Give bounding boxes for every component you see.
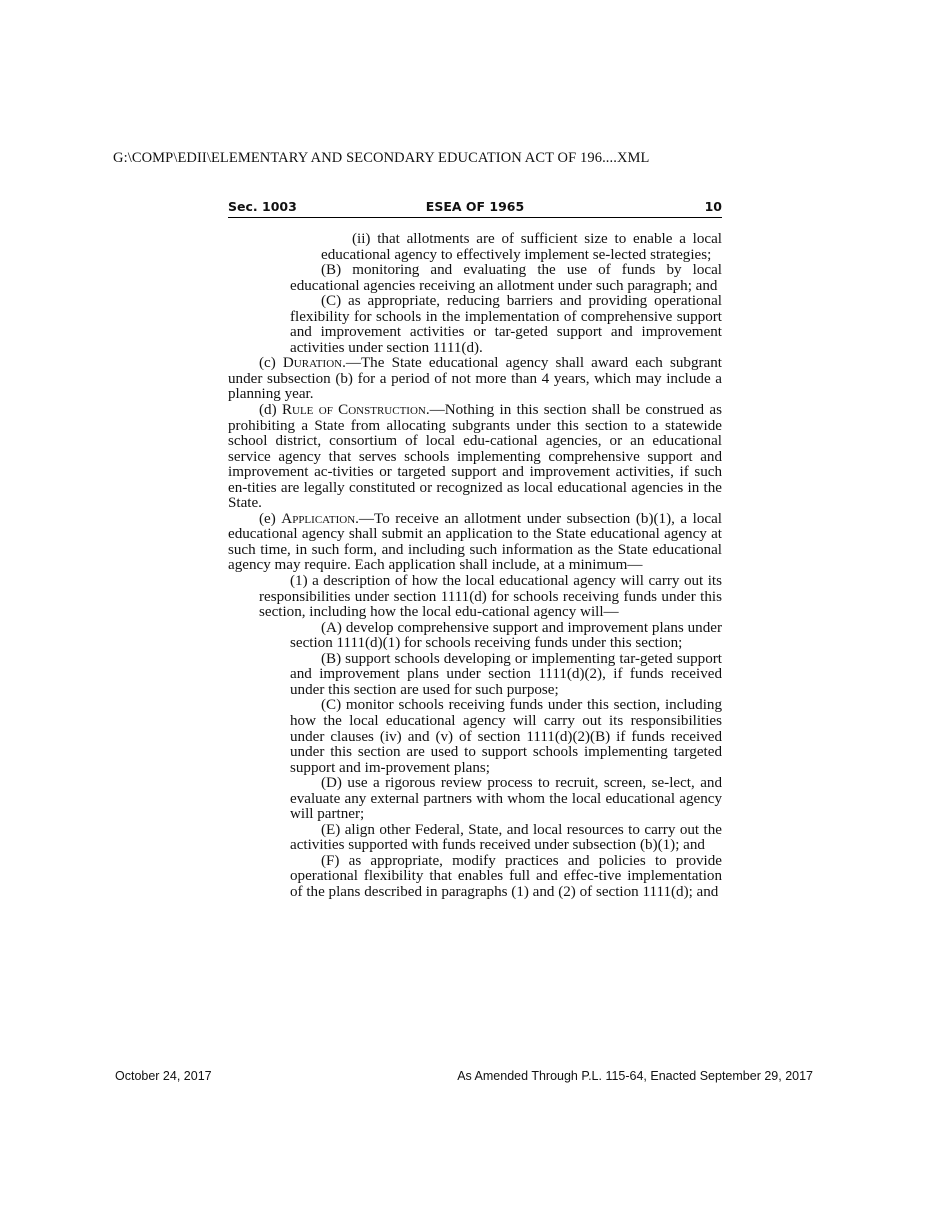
statute-body — [228, 232, 722, 901]
act-title: ESEA OF 1965 — [425, 199, 525, 214]
subsection-c-duration — [228, 356, 722, 403]
subparagraph-b-monitoring: (B) monitoring and evaluating the use of funds by local educational agencies receiving an allotment under such paragraph; and — [290, 262, 722, 294]
subsection-label: (d) — [259, 402, 282, 419]
subsection-heading: Application — [281, 510, 356, 527]
subsection-text: .—Nothing in this section shall be construed as prohibiting a State from allocating subgrants under this section to a statewide school district, consortium of local edu-cational agencies, or an educational service agency that serves schools implementing comprehensive support and improvement ac-tivities or targeted support and improvement activities, if such en-tities are legally constituted or recognized as local educational agencies in the State. — [228, 402, 722, 512]
subparagraph-f-modify: (F) as appropriate, modify practices and policies to provide operational flexibility that enables full and effec-tive implementation of the plans described in paragraphs (1) and (2) of section 1111(d); and — [290, 852, 722, 900]
section-number: Sec. 1003 — [228, 199, 297, 214]
file-path: G:\COMP\EDII\ELEMENTARY AND SECONDARY EDUCATION ACT OF 196....XML — [113, 150, 650, 166]
running-head — [228, 198, 722, 218]
subsection-label: (c) — [259, 355, 283, 372]
subsection-heading: Duration — [282, 355, 343, 372]
subsection-text: .—The State educational agency shall award each subgrant under subsection (b) for a period of not more than 4 years, which may include a planning year. — [228, 355, 722, 403]
clause-ii: (ii) that allotments are of sufficient size to enable a local educational agency to effectively implement se-lected strategies; — [321, 231, 722, 263]
subparagraph-c-monitor: (C) monitor schools receiving funds under this section, including how the local educational agency will carry out its responsibilities under clauses (iv) and (v) of section 1111(d)(2)(B) if funds received under this section are used to support schools implementing targeted support and im-provement plans; — [290, 697, 722, 776]
footer-date: October 24, 2017 — [115, 1069, 212, 1083]
subsection-text: .—To receive an allotment under subsection (b)(1), a local educational agency shall submit an application to the State educational agency at such time, in such form, and including such information as the State educational agency may require. Each application shall include, at a minimum— — [228, 510, 722, 574]
footer-amended-note: As Amended Through P.L. 115-64, Enacted September 29, 2017 — [457, 1069, 813, 1083]
subsection-heading: Rule of Construction — [281, 402, 426, 419]
subsection-label: (e) — [259, 510, 282, 527]
page-number: 10 — [704, 199, 722, 214]
subparagraph-a-develop: (A) develop comprehensive support and improvement plans under section 1111(d)(1) for schools receiving funds under this section; — [290, 619, 722, 652]
subparagraph-d-review: (D) use a rigorous review process to recruit, screen, se-lect, and evaluate any external partners with whom the local educational agency will partner; — [290, 775, 722, 823]
subparagraph-b-support: (B) support schools developing or implementing tar-geted support and improvement plans under section 1111(d)(2), if funds received under this section are used for such purpose; — [290, 650, 722, 698]
subparagraph-c-barriers: (C) as appropriate, reducing barriers and providing operational flexibility for schools in the implementation of comprehensive support and improvement activities or tar-geted support and improvement activities under section 1111(d). — [290, 293, 722, 356]
subparagraph-e-align: (E) align other Federal, State, and local resources to carry out the activities supported with funds received under subsection (b)(1); and — [290, 821, 722, 854]
paragraph-1-description: (1) a description of how the local educational agency will carry out its responsibilities under section 1111(d) for schools receiving funds under this section, including how the local edu-cational agency will— — [259, 573, 722, 621]
subsection-e-application — [228, 512, 722, 574]
subsection-d-rule-of-construction — [228, 403, 722, 512]
